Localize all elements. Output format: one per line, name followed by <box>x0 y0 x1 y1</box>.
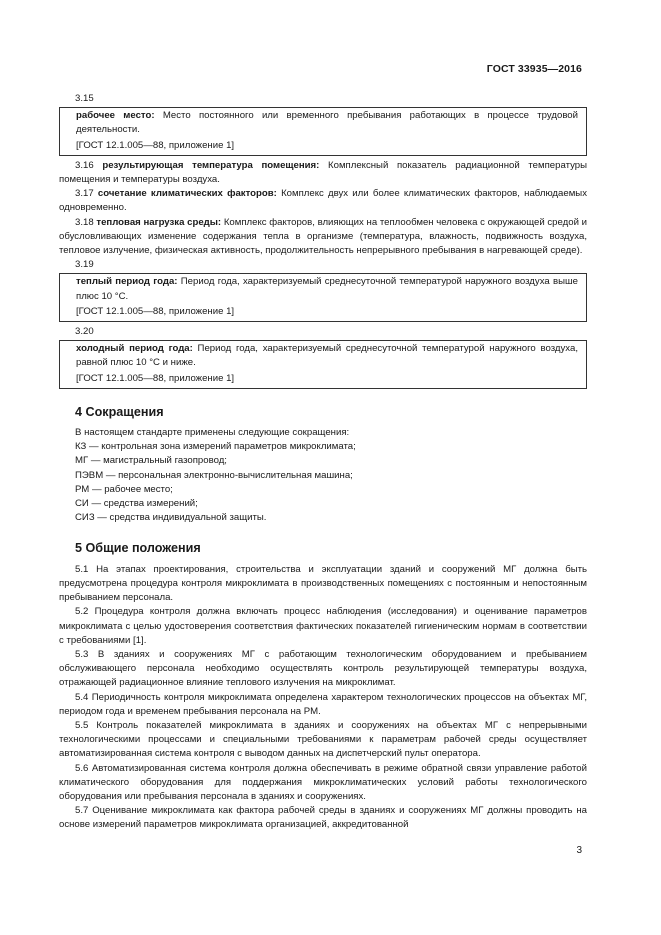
term-definition: Комплексный показатель радиационной температуры помещения и температуры воздуха. <box>59 159 587 186</box>
paragraph-5-3: 5.3 В зданиях и сооружениях МГ с работающим технологическим оборудованием и пребыванием обслуживающего персонала необходимо осуществлять контроль результирующей температуры воздуха, отражающей радиационное влияние теплового излучения на микроклимат. <box>59 648 587 689</box>
term-number-3-15: 3.15 <box>75 93 94 104</box>
term-number-3-20: 3.20 <box>75 326 94 338</box>
term-title: теплый период года: <box>76 276 178 288</box>
term-number: 3.18 <box>75 216 94 228</box>
abbreviation-item: ПЭВМ — персональная электронно-вычислительная машина; <box>75 469 353 481</box>
term-source: [ГОСТ 12.1.005—88, приложение 1] <box>76 372 235 384</box>
term-definition: Период года, характеризуемый среднесуточной температурой наружного воздуха выше плюс 10 °С. <box>76 276 579 302</box>
abbreviation-item: РМ — рабочее место; <box>75 483 173 495</box>
term-number: 3.17 <box>75 188 94 200</box>
abbreviation-item: МГ — магистральный газопровод; <box>75 455 227 467</box>
paragraph-5-6: 5.6 Автоматизированная система контроля должна обеспечивать в режиме обратной связи управление работой климатического оборудования для поддержания микроклиматических условий работы технологического оборудования или пребывания персонала в зданиях и сооружениях. <box>59 762 587 802</box>
term-definition: Период года, характеризуемый среднесуточной температурой наружного воздуха, равной плюс 10 °С и ниже. <box>76 343 578 369</box>
term-box-3-19 <box>59 273 587 322</box>
term-3-17 <box>59 187 587 215</box>
term-3-18 <box>59 216 587 259</box>
paragraph-5-5: 5.5 Контроль показателей микроклимата в зданиях и сооружениях на объектах МГ с непрерывными технологическими процессами и специальными требованиями к параметрам рабочей среды осуществляет автоматизированная система контроля с выводом данных на диспетчерский пульт оператора. <box>59 719 587 760</box>
document-code: ГОСТ 33935—2016 <box>486 63 582 75</box>
section-4-intro: В настоящем стандарте применены следующие сокращения: <box>75 427 350 439</box>
term-number: 3.16 <box>75 159 94 171</box>
term-title: тепловая нагрузка среды: <box>96 216 222 228</box>
term-title: сочетание климатических факторов: <box>97 188 277 200</box>
term-source: [ГОСТ 12.1.005—88, приложение 1] <box>76 139 235 151</box>
abbreviation-item: СИ — средства измерений; <box>75 498 198 510</box>
term-title: рабочее место: <box>76 110 155 122</box>
term-title: холодный период года: <box>76 343 193 355</box>
paragraph-5-7: 5.7 Оценивание микроклимата как фактора рабочей среды в зданиях и сооружениях МГ должны проводить на основе измерений параметров микроклимата организацией, аккредитованной <box>59 805 587 831</box>
term-box-3-20 <box>59 340 587 389</box>
page-content <box>59 92 587 833</box>
abbreviation-item: КЗ — контрольная зона измерений параметров микроклимата; <box>75 441 356 453</box>
abbreviation-item: СИЗ — средства индивидуальной защиты. <box>75 512 267 524</box>
paragraph-5-2: 5.2 Процедура контроля должна включать процесс наблюдения (исследования) и оценивание параметров микроклимата с целью удостоверения соответствия фактических показателей гигиеническим нормам в соответствии с требованиями [1]. <box>59 606 587 646</box>
term-definition: Комплекс факторов, влияющих на теплообмен человека с окружающей средой и обусловливающих изменение содержания тепла в организме (температура, влажность, подвижность воздуха, тепловое излучение, физическая активность, продолжительность непрерывного пребывания в нагревающей среде). <box>59 216 587 257</box>
term-number-3-19: 3.19 <box>75 259 94 271</box>
term-title: результирующая температура помещения: <box>102 159 320 171</box>
paragraph-5-1: 5.1 На этапах проектирования, строительства и эксплуатации зданий и сооружений МГ должна быть предусмотрена процедура контроля микроклимата в производственных помещениях с постоянным и непостоянным пребыванием персонала. <box>59 563 587 604</box>
term-source: [ГОСТ 12.1.005—88, приложение 1] <box>76 305 235 317</box>
paragraph-5-4: 5.4 Периодичность контроля микроклимата определена характером технологических процессов на объектах МГ, периодом года и временем пребывания персонала на РМ. <box>59 691 587 717</box>
section-5-title: 5 Общие положения <box>75 541 201 556</box>
page-number: 3 <box>576 845 582 856</box>
term-definition: Комплекс двух или более климатических факторов, наблюдаемых одновременно. <box>59 188 587 214</box>
term-box-3-15 <box>59 107 587 156</box>
term-3-16 <box>59 159 587 187</box>
section-4-title: 4 Сокращения <box>75 404 164 419</box>
term-definition: Место постоянного или временного пребывания работающих в процессе трудовой деятельности. <box>76 110 579 136</box>
